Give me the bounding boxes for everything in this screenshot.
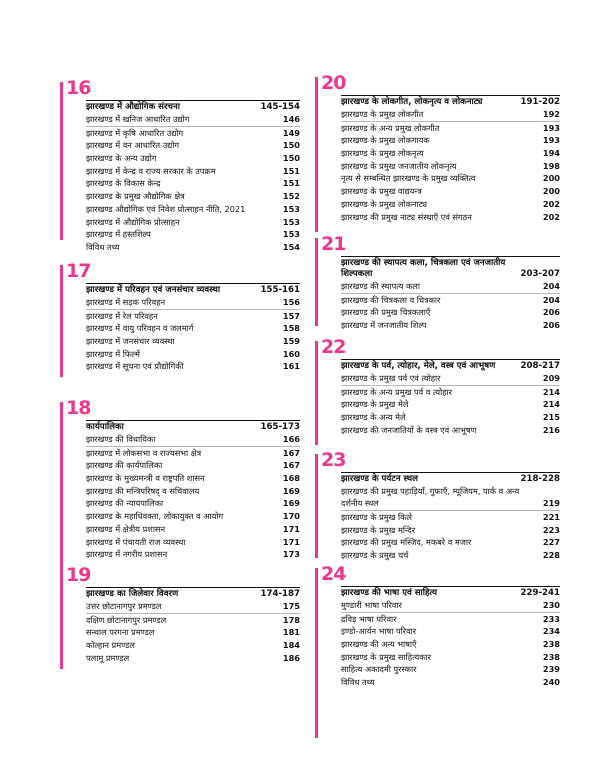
- toc-entry-page: 221: [542, 512, 560, 522]
- toc-entry-title: झारखण्ड के प्रमुख औद्योगिक क्षेत्र: [86, 191, 185, 202]
- toc-entry[interactable]: [86, 216, 300, 229]
- toc-entry[interactable]: [86, 322, 300, 335]
- toc-entry-title: झारखण्ड में पंचायती राज व्यवस्था: [86, 536, 186, 547]
- toc-entry[interactable]: [86, 472, 300, 485]
- toc-entry[interactable]: [341, 424, 560, 437]
- toc-entry[interactable]: [341, 185, 560, 198]
- chapter-body: [86, 100, 300, 254]
- toc-entry-title: झारखण्ड के प्रमुख लोकनृत्य: [341, 148, 424, 159]
- toc-entry-page: 216: [542, 424, 560, 435]
- toc-entry-title: झारखण्ड के प्रमुख जनजातीय लोकनृत्य: [341, 160, 457, 171]
- chapter-heading[interactable]: [86, 283, 300, 296]
- toc-entry[interactable]: [86, 485, 300, 498]
- toc-entry-title: झारखण्ड के अन्य मेले: [341, 412, 406, 423]
- chapter-title: झारखण्ड की स्थापत्य कला, चित्रकला एवं जनजातीय शिल्पकला: [341, 258, 506, 279]
- toc-entry[interactable]: [86, 510, 300, 523]
- toc-entry[interactable]: [86, 296, 300, 310]
- toc-entry-page: 206: [542, 320, 560, 331]
- chapter-title: झारखण्ड के पर्यटन स्थल: [341, 474, 418, 484]
- toc-entry-title: झारखण्ड की अन्य भाषाएँ: [341, 639, 417, 650]
- chapter-number: 17: [66, 260, 91, 282]
- toc-entry-title: झारखण्ड के प्रमुख चर्च: [341, 550, 409, 561]
- toc-entry[interactable]: [341, 147, 560, 160]
- chapter-body: [341, 95, 560, 223]
- toc-entry-page: 214: [542, 399, 560, 410]
- toc-entry-page: 202: [542, 211, 560, 222]
- toc-entry-page: 230: [542, 600, 560, 610]
- toc-entry-title: झारखण्ड में कृषि आधारित उद्योग: [86, 127, 184, 138]
- toc-entry[interactable]: [86, 360, 300, 373]
- chapter-title: झारखण्ड के पर्व, त्योहार, मेले, वस्त्र एवं आभूषण: [341, 361, 496, 371]
- chapter-body: [341, 256, 560, 332]
- toc-entry-title: झारखण्ड की जनजातियों के वस्त्र एवं आभूषण: [341, 424, 477, 435]
- toc-entry-page: 167: [282, 460, 300, 471]
- toc-entry-page: 150: [282, 140, 300, 151]
- toc-entry-page: 228: [542, 550, 560, 561]
- toc-entry-page: 238: [542, 639, 560, 650]
- toc-entry[interactable]: [341, 386, 560, 399]
- chapter-accent-bar: [60, 569, 63, 669]
- toc-entry[interactable]: [86, 497, 300, 510]
- toc-entry[interactable]: [341, 211, 560, 224]
- chapter-page-range: 218-228: [520, 474, 560, 484]
- toc-entry-title: झारखण्ड में वायु परिवहन व जलमार्ग: [86, 323, 194, 334]
- toc-entry[interactable]: [86, 177, 300, 190]
- toc-entry-page: 166: [282, 434, 300, 444]
- toc-entry-page: 227: [542, 537, 560, 548]
- chapter-body: [341, 359, 560, 436]
- toc-entry[interactable]: [341, 549, 560, 562]
- toc-entry[interactable]: [86, 348, 300, 361]
- toc-entry-page: 193: [542, 135, 560, 146]
- toc-entry-page: 154: [282, 241, 300, 252]
- toc-entry[interactable]: [86, 548, 300, 561]
- toc-entry[interactable]: [341, 198, 560, 211]
- toc-entry[interactable]: [341, 511, 560, 524]
- toc-entry[interactable]: [86, 447, 300, 460]
- toc-entry-title: झारखण्ड के प्रमुख साहित्यकार: [341, 651, 431, 662]
- toc-entry-page: 169: [282, 485, 300, 496]
- toc-entry-title: झारखण्ड औद्योगिक एवं निवेश प्रोत्साहन नीति, 2021: [86, 203, 246, 214]
- toc-entry-page: 238: [542, 651, 560, 662]
- toc-entry-title: झारखण्ड के प्रमुख पर्व एवं त्योहार: [341, 373, 441, 383]
- toc-entry-page: 160: [282, 348, 300, 359]
- chapter-title: झारखण्ड में औद्योगिक संरचना: [86, 102, 180, 112]
- chapter-number: 21: [321, 233, 346, 255]
- chapter-number: 20: [321, 72, 346, 94]
- toc-entry-page: 161: [282, 361, 300, 372]
- toc-entry-page: 173: [282, 549, 300, 560]
- toc-entry-page: 204: [542, 294, 560, 305]
- toc-entry[interactable]: [341, 172, 560, 185]
- chapter-page-range: 165-173: [260, 422, 300, 432]
- toc-entry-page: 168: [282, 473, 300, 484]
- toc-entry-page: 186: [282, 652, 300, 663]
- toc-entry-page: 223: [542, 524, 560, 535]
- toc-entry-title: दक्षिण छोटानागपुर प्रमण्डल: [86, 614, 167, 625]
- toc-entry[interactable]: [86, 639, 300, 652]
- toc-entry-title: झारखण्ड की प्रमुख चित्रकलाएँ: [341, 307, 431, 318]
- toc-entry-page: 171: [282, 536, 300, 547]
- chapter-body: [86, 587, 300, 664]
- toc-entry-title: झारखण्ड के अन्य प्रमुख पर्व व त्योहार: [341, 386, 453, 397]
- toc-entry-page: 153: [282, 216, 300, 227]
- toc-entry-title: झारखण्ड की स्थापत्य कला: [341, 281, 420, 291]
- toc-entry-title: झारखण्ड में औद्योगिक प्रोत्साहन: [86, 216, 180, 227]
- toc-entry[interactable]: [341, 122, 560, 135]
- toc-entry-title: झारखण्ड के प्रमुख वाद्ययन्त्र: [341, 186, 422, 197]
- toc-entry-title: झारखण्ड के प्रमुख मन्दिर: [341, 524, 416, 535]
- toc-entry[interactable]: [86, 127, 300, 140]
- chapter-number: 23: [321, 449, 346, 471]
- toc-entry[interactable]: [341, 108, 560, 122]
- toc-entry[interactable]: [86, 626, 300, 639]
- toc-entry[interactable]: [86, 523, 300, 536]
- toc-entry[interactable]: [341, 411, 560, 424]
- chapter-title: झारखण्ड के लोकगीत, लोकनृत्य व लोकनाट्य: [341, 97, 483, 107]
- toc-entry[interactable]: [86, 536, 300, 549]
- chapter-page-range: 191-202: [520, 97, 560, 107]
- chapter-heading[interactable]: [86, 100, 300, 113]
- toc-entry-title: झारखण्ड में हस्तशिल्प: [86, 229, 151, 240]
- chapter-title: कार्यपालिका: [86, 422, 124, 432]
- toc-entry-page: 214: [542, 386, 560, 397]
- chapter-body: [86, 283, 300, 373]
- toc-entry[interactable]: [86, 165, 300, 178]
- toc-entry-title: झारखण्ड में रेल परिवहन: [86, 310, 158, 321]
- toc-entry-title: झारखण्ड के अन्य प्रमुख लोकगीत: [341, 122, 440, 133]
- toc-entry[interactable]: [86, 310, 300, 323]
- toc-entry-page: 159: [282, 336, 300, 347]
- chapter-page-range: 208-217: [520, 361, 560, 371]
- toc-entry-title: झारखण्ड की विधायिका: [86, 434, 156, 444]
- toc-entry[interactable]: [341, 398, 560, 411]
- toc-entry-title: झारखण्ड में फिल्में: [86, 348, 140, 359]
- toc-entry-title: झारखण्ड के विकास केन्द्र: [86, 178, 161, 189]
- toc-entry[interactable]: [341, 294, 560, 307]
- toc-entry-title: विविध तथ्य: [341, 677, 375, 688]
- toc-entry-page: 234: [542, 626, 560, 637]
- chapter-accent-bar: [60, 402, 63, 572]
- toc-entry-page: 153: [282, 203, 300, 214]
- toc-entry[interactable]: [341, 663, 560, 676]
- toc-entry-page: 150: [282, 153, 300, 164]
- chapter-number: 19: [66, 564, 91, 586]
- toc-entry-page: 156: [282, 297, 300, 307]
- chapter-heading[interactable]: [341, 586, 560, 599]
- toc-entry-page: 184: [282, 640, 300, 651]
- chapter-number: 24: [321, 563, 346, 585]
- toc-entry[interactable]: [86, 203, 300, 216]
- toc-entry-page: 153: [282, 229, 300, 240]
- toc-entry-page: 233: [542, 613, 560, 624]
- chapter-accent-bar: [60, 82, 63, 240]
- toc-entry-title: विविध तथ्य: [86, 241, 120, 252]
- toc-entry-title: इण्डो-आर्यन भाषा परिवार: [341, 626, 417, 637]
- toc-entry-page: 219: [542, 498, 560, 508]
- chapter-page-range: 174-187: [260, 589, 300, 599]
- toc-entry[interactable]: [341, 625, 560, 638]
- toc-entry[interactable]: [86, 459, 300, 472]
- toc-entry[interactable]: [341, 676, 560, 689]
- toc-entry-title: झारखण्ड के प्रमुख लोकगीत: [341, 109, 424, 119]
- chapter-number: 22: [321, 336, 346, 358]
- chapter-body: [341, 586, 560, 689]
- toc-entry-page: 192: [542, 109, 560, 119]
- toc-entry[interactable]: [341, 536, 560, 549]
- toc-entry-title: कोल्हान प्रमण्डल: [86, 640, 135, 651]
- toc-entry-title: झारखण्ड में खनिज आधारित उद्योग: [86, 114, 190, 124]
- toc-entry-page: 204: [542, 281, 560, 291]
- toc-entry[interactable]: [341, 280, 560, 294]
- chapter-accent-bar: [315, 77, 318, 232]
- toc-entry-page: 181: [282, 627, 300, 638]
- toc-entry-title: नृत्य से सम्बन्धित झारखण्ड के प्रमुख व्यक्तित्व: [341, 173, 476, 184]
- toc-entry[interactable]: [341, 160, 560, 173]
- toc-entry-page: 178: [282, 614, 300, 625]
- toc-entry-page: 194: [542, 148, 560, 159]
- toc-entry-title: झारखण्ड के महाधिवक्ता, लोकायुक्त व आयोग: [86, 511, 224, 522]
- toc-entry-page: 215: [542, 412, 560, 423]
- toc-entry-title: झारखण्ड की मन्त्रिपरिषद् व सचिवालय: [86, 485, 200, 496]
- toc-entry-title: पलामू प्रमण्डल: [86, 652, 130, 663]
- chapter-title: झारखण्ड में परिवहन एवं जनसंचार व्यवस्था: [86, 285, 221, 295]
- toc-entry[interactable]: [86, 433, 300, 447]
- chapter-number: 18: [66, 397, 91, 419]
- chapter-page-range: 145-154: [260, 102, 300, 112]
- toc-entry-page: 152: [282, 191, 300, 202]
- toc-entry-page: 209: [542, 373, 560, 383]
- toc-entry-page: 198: [542, 160, 560, 171]
- toc-entry-title: झारखण्ड में क्षेत्रीय प्रशासन: [86, 523, 166, 534]
- toc-entry[interactable]: [86, 152, 300, 165]
- toc-entry[interactable]: [86, 190, 300, 203]
- toc-entry[interactable]: [86, 241, 300, 254]
- toc-entry-title: झारखण्ड की न्यायपालिका: [86, 498, 164, 509]
- chapter-body: [86, 420, 300, 561]
- toc-entry[interactable]: [341, 638, 560, 651]
- toc-entry[interactable]: [86, 139, 300, 152]
- toc-entry[interactable]: [341, 524, 560, 537]
- chapter-heading[interactable]: [86, 420, 300, 433]
- toc-entry-page: 151: [282, 178, 300, 189]
- toc-entry-title: झारखण्ड में नगरीय प्रशासन: [86, 549, 168, 560]
- toc-entry-page: 158: [282, 323, 300, 334]
- toc-entry-page: 146: [282, 114, 300, 124]
- chapter-accent-bar: [60, 265, 63, 377]
- chapter-accent-bar: [315, 341, 318, 445]
- chapter-title: झारखण्ड की भाषा एवं साहित्य: [341, 588, 438, 598]
- toc-entry-title: झारखण्ड के प्रमुख लोकनाट्य: [341, 198, 427, 209]
- chapter-accent-bar: [315, 568, 318, 738]
- toc-entry[interactable]: [86, 228, 300, 241]
- toc-entry[interactable]: [86, 113, 300, 127]
- toc-entry-title: झारखण्ड की कार्यपालिका: [86, 460, 163, 471]
- toc-entry-title: साहित्य अकादमी पुरस्कार: [341, 664, 417, 675]
- chapter-accent-bar: [315, 454, 318, 558]
- chapter-heading[interactable]: [341, 95, 560, 108]
- toc-entry[interactable]: [341, 306, 560, 319]
- toc-entry-title: उत्तर छोटानागपुर प्रमण्डल: [86, 601, 162, 611]
- toc-entry[interactable]: [86, 652, 300, 665]
- chapter-heading[interactable]: [341, 256, 560, 280]
- toc-entry-title: झारखण्ड में वन आधारित उद्योग: [86, 140, 180, 151]
- chapter-heading[interactable]: [341, 472, 560, 485]
- toc-entry-title: सन्थाल परगना प्रमण्डल: [86, 627, 155, 638]
- toc-entry[interactable]: [341, 613, 560, 626]
- toc-entry-page: 206: [542, 307, 560, 318]
- toc-entry-page: 149: [282, 127, 300, 138]
- chapter-title: झारखण्ड का जिलेवार विवरण: [86, 589, 179, 599]
- toc-entry-title: झारखण्ड में सड़क परिवहन: [86, 297, 166, 307]
- toc-entry-page: 200: [542, 186, 560, 197]
- toc-entry-page: 202: [542, 198, 560, 209]
- toc-entry-page: 169: [282, 498, 300, 509]
- toc-entry-title: झारखण्ड की प्रमुख मस्जिद, मकबरे व मजार: [341, 537, 472, 548]
- toc-entry-title: झारखण्ड के अन्य उद्योग: [86, 153, 157, 164]
- toc-entry[interactable]: [341, 485, 560, 511]
- toc-entry-page: 240: [542, 677, 560, 688]
- chapter-page-range: 155-161: [260, 285, 300, 295]
- toc-entry-page: 193: [542, 122, 560, 133]
- toc-entry-title: झारखण्ड में केन्द्र व राज्य सरकार के उपक्रम: [86, 165, 216, 176]
- chapter-accent-bar: [315, 238, 318, 326]
- toc-entry[interactable]: [341, 651, 560, 664]
- toc-entry-title: झारखण्ड के प्रमुख किले: [341, 512, 412, 522]
- toc-entry-title: झारखण्ड के प्रमुख लोकगायक: [341, 135, 430, 146]
- toc-entry-title: झारखण्ड में जनजातीय शिल्प: [341, 320, 427, 331]
- toc-entry-title: द्रविड़ भाषा परिवार: [341, 613, 397, 624]
- toc-entry[interactable]: [341, 372, 560, 386]
- toc-entry[interactable]: [86, 614, 300, 627]
- toc-entry-page: 167: [282, 447, 300, 458]
- toc-entry-title: झारखण्ड की प्रमुख नाट्य संस्थाएँ एवं संगठन: [341, 211, 472, 222]
- toc-entry-title: झारखण्ड के मुख्यमन्त्री व राष्ट्रपति शासन: [86, 473, 205, 484]
- chapter-page-range: 203-207: [520, 269, 560, 279]
- toc-entry-title: झारखण्ड के प्रमुख मेले: [341, 399, 409, 410]
- toc-entry-page: 239: [542, 664, 560, 675]
- chapter-body: [341, 472, 560, 562]
- chapter-number: 16: [66, 77, 91, 99]
- toc-entry-page: 175: [282, 601, 300, 611]
- toc-entry-page: 200: [542, 173, 560, 184]
- toc-entry-title: झारखण्ड की प्रमुख पहाड़ियाँ, गुफाएँ, म्यूजियम, पार्क व अन्य दर्शनीय स्थल: [341, 486, 520, 508]
- toc-entry-title: झारखण्ड में जनसंचार व्यवस्था: [86, 336, 175, 347]
- toc-entry[interactable]: [341, 134, 560, 147]
- toc-entry-page: 157: [282, 310, 300, 321]
- toc-entry[interactable]: [86, 600, 300, 614]
- toc-entry-page: 171: [282, 523, 300, 534]
- chapter-heading[interactable]: [341, 359, 560, 372]
- toc-entry[interactable]: [341, 319, 560, 332]
- toc-entry[interactable]: [86, 335, 300, 348]
- toc-entry-title: मुण्डारी भाषा परिवार: [341, 600, 402, 610]
- toc-entry-page: 170: [282, 511, 300, 522]
- toc-entry[interactable]: [341, 599, 560, 613]
- toc-entry-title: झारखण्ड की चित्रकला व चित्रकार: [341, 294, 441, 305]
- toc-entry-page: 151: [282, 165, 300, 176]
- chapter-heading[interactable]: [86, 587, 300, 600]
- toc-entry-title: झारखण्ड में सूचना एवं प्रौद्योगिकी: [86, 361, 184, 372]
- chapter-page-range: 229-241: [520, 588, 560, 598]
- toc-entry-title: झारखण्ड में लोकसभा व राज्यसभा क्षेत्र: [86, 447, 202, 458]
